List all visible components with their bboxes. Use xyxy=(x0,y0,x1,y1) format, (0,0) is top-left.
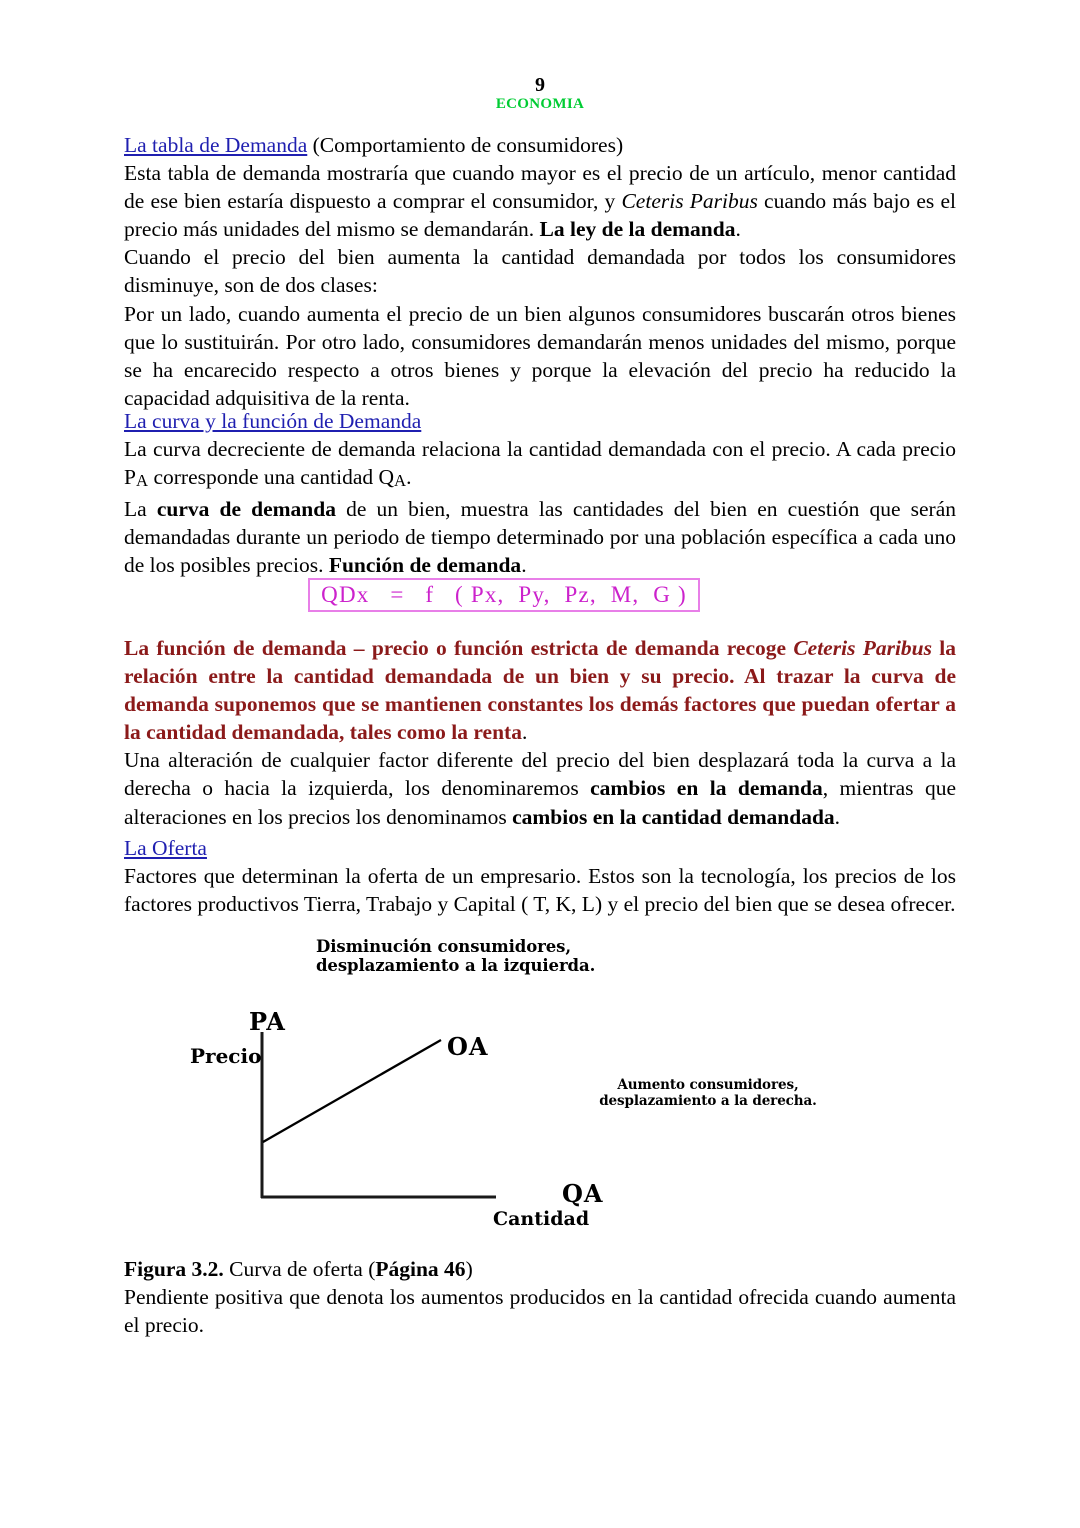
heading-link-curva-demanda[interactable]: La curva y la función de Demanda xyxy=(124,409,422,433)
figure-caption-description: Pendiente positiva que denota los aumentos producidos en la cantidad ofrecida cuando aumenta el precio. xyxy=(124,1285,956,1338)
caption-page-ref: Página 46 xyxy=(375,1257,466,1281)
para1-period: . xyxy=(735,217,741,242)
tabla-demanda-heading-line xyxy=(124,131,956,159)
curva-para1-part-a: La curva decreciente de demanda relaciona la cantidad demandada con el precio. A cada precio P xyxy=(124,437,956,490)
section-funcion-demanda xyxy=(124,634,956,831)
caption-text-end: ) xyxy=(465,1257,473,1281)
oferta-heading-line xyxy=(124,834,956,862)
supply-curve-line xyxy=(263,1040,441,1142)
para1-bold-ley: La ley de la demanda xyxy=(539,217,736,242)
funcion-demanda-para-2 xyxy=(124,746,956,830)
annotation-disminucion-line2: desplazamiento a la izquierda. xyxy=(316,955,596,975)
alt-para-part-a: Una alteración de cualquier factor diferente del precio del bien desplazará toda la curva a la derecha o hacia la izquierda, los denominaremos xyxy=(124,748,956,801)
x-axis-symbol-label: QA xyxy=(562,1179,604,1208)
red-part-a: La función de demanda – precio o función estricta de demanda recoge xyxy=(124,636,794,660)
funcion-demanda-red-para xyxy=(124,634,956,746)
curva-para1-part-b: corresponde una cantidad Q xyxy=(148,465,395,490)
alt-para-part-b: , mientras que alteraciones en los precios los denominamos xyxy=(124,776,956,829)
tabla-demanda-para-2: Cuando el precio del bien aumenta la cantidad demandada por todos los consumidores disminuye, son de dos clases: xyxy=(124,245,956,298)
caption-figure-label: Figura 3.2. xyxy=(124,1257,224,1281)
page-number: 9 xyxy=(535,74,545,96)
oferta-para: Factores que determinan la oferta de un empresario. Estos son la tecnología, los precios de los factores productivos Tierra, Trabajo y Capital ( T, K, L) y el precio del bien que se desea ofrecer. xyxy=(124,864,956,917)
series-label-oa: OA xyxy=(447,1032,489,1061)
figure-caption-line xyxy=(124,1255,956,1283)
heading-link-tabla-demanda[interactable]: La tabla de Demanda xyxy=(124,133,308,157)
annotation-aumento-line1: Aumento consumidores, xyxy=(617,1077,799,1093)
alt-bold-cambios-cantidad: cambios en la cantidad demandada xyxy=(512,804,835,829)
caption-text: Curva de oferta ( xyxy=(223,1257,376,1281)
curva-para2-part-b: de un bien, muestra las cantidades del bien en cuestión que serán demandadas durante un periodo de tiempo determinado por una población específica a cada uno de los posibles precios. xyxy=(124,497,956,578)
curva-demanda-heading-line xyxy=(124,407,956,435)
curva-para2-part-a: La xyxy=(124,497,157,522)
tabla-demanda-heading-suffix: (Comportamiento de consumidores) xyxy=(307,133,624,157)
y-axis-symbol-label: PA xyxy=(249,1007,286,1036)
alt-para-period: . xyxy=(834,804,841,829)
para1-italic-ceteris: Ceteris Paribus xyxy=(621,189,758,214)
curva-para2-bold-curva: curva de demanda xyxy=(156,497,336,522)
tabla-demanda-para-3: Por un lado, cuando aumenta el precio de un bien algunos consumidores buscarán otros bienes que lo sustituirán. Por otro lado, consumidores demandarán menos unidades del mismo, porque se ha encarecido respecto a otros bienes y porque la elevación del precio ha reducido la capacidad adquisitiva de la renta. xyxy=(124,301,956,410)
figure-caption-block xyxy=(124,1255,956,1339)
red-italic-ceteris: Ceteris Paribus xyxy=(793,636,933,660)
alt-bold-cambios-demanda: cambios en la demanda xyxy=(590,776,823,801)
y-axis-title: Precio xyxy=(190,1044,262,1068)
curva-para2-period: . xyxy=(521,553,527,578)
heading-link-oferta[interactable]: La Oferta xyxy=(124,836,207,860)
demand-function-formula: QDx = f ( Px, Py, Pz, M, G ) xyxy=(321,582,687,607)
formula-box xyxy=(308,578,700,612)
curva-demanda-para-1 xyxy=(124,435,956,495)
x-axis-title: Cantidad xyxy=(493,1208,590,1230)
section-oferta xyxy=(124,834,956,918)
curva-demanda-para-2 xyxy=(124,495,956,579)
subscript-pa: A xyxy=(135,471,149,491)
section-curva-demanda xyxy=(124,407,956,580)
annotation-disminucion-line1: Disminución consumidores, xyxy=(316,937,571,956)
tabla-demanda-para-1 xyxy=(124,159,956,243)
para1-part-b: cuando más bajo es el precio más unidades del mismo se demandarán. xyxy=(124,189,956,242)
curva-para2-bold-funcion: Función de demanda xyxy=(328,553,522,578)
red-part-b: la relación entre la cantidad demandada de un bien y su precio. Al trazar la curva de demanda suponemos que se mantienen constantes los demás factores que puedan ofertar a la cantidad demandada, tales como la renta xyxy=(124,636,957,745)
curva-para1-period: . xyxy=(406,465,412,490)
section-tabla-demanda xyxy=(124,131,956,412)
subscript-qa: A xyxy=(394,471,407,491)
annotation-aumento xyxy=(583,1078,833,1109)
para1-part-a: Esta tabla de demanda mostraría que cuando mayor es el precio de un artículo, menor cantidad de ese bien estaría dispuesto a comprar el consumidor, y xyxy=(124,161,956,214)
red-para-period: . xyxy=(521,720,528,745)
annotation-aumento-line2: desplazamiento a la derecha. xyxy=(599,1092,817,1109)
subject-header: ECONOMIA xyxy=(495,96,585,112)
annotation-disminucion xyxy=(316,937,596,976)
